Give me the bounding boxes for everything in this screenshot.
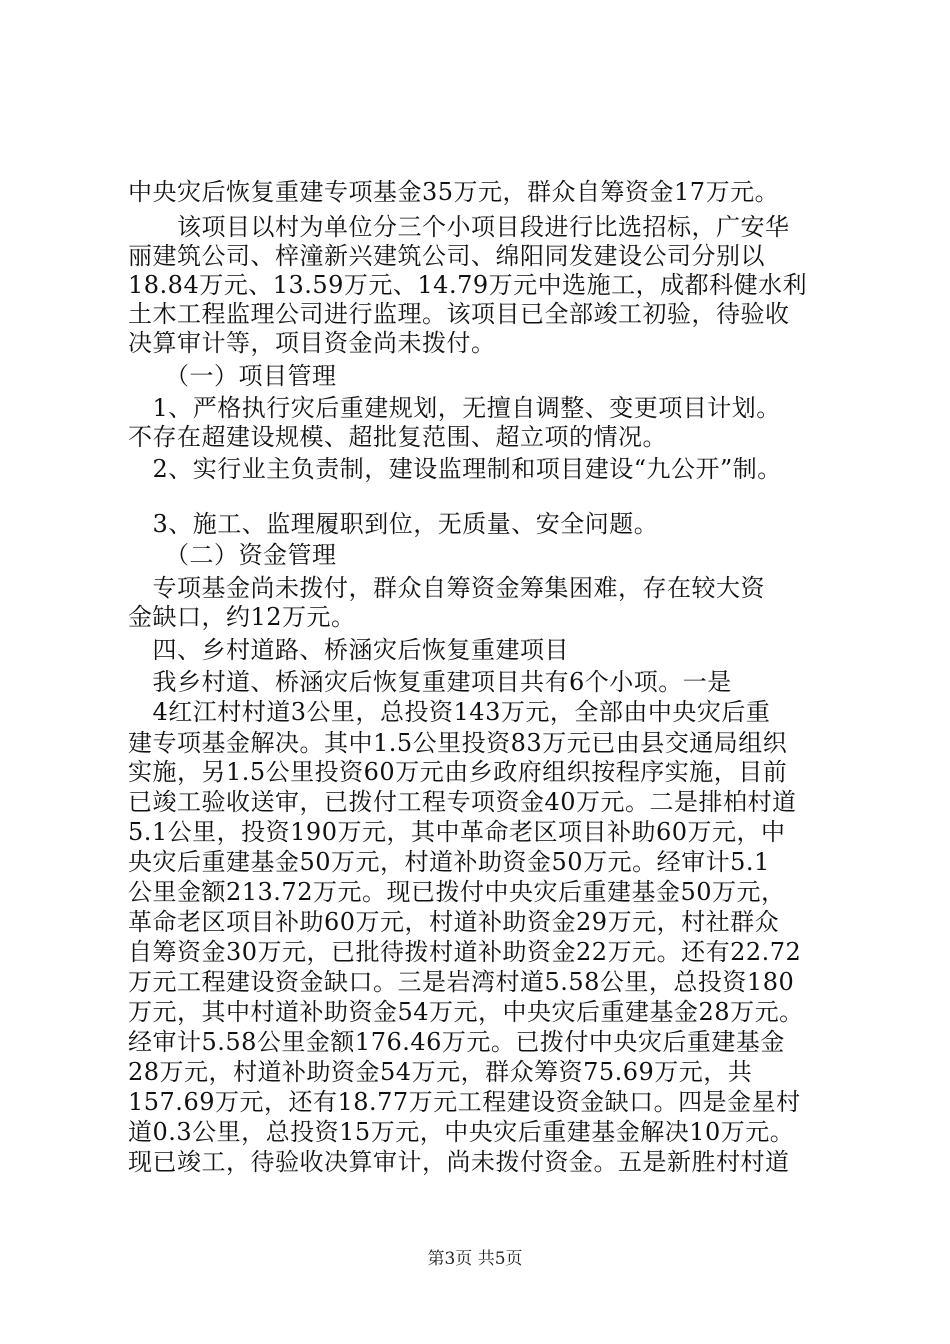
paragraph-line: 18.84万元、13.59万元、14.79万元中选施工，成都科健水利	[128, 271, 808, 299]
paragraph-line: 已竣工验收送审，已拨付工程专项资金40万元。二是排柏村道	[128, 788, 797, 816]
paragraph-line: 央灾后重建基金50万元，村道补助资金50万元。经审计5.1	[128, 848, 770, 876]
paragraph-line: 5.1公里，投资190万元，其中革命老区项目补助60万元，中	[128, 818, 786, 846]
section-heading: （二）资金管理	[128, 541, 337, 569]
paragraph-line: 经审计5.58公里金额176.46万元。已拨付中央灾后重建基金	[128, 1028, 785, 1056]
paragraph-line: 中央灾后恢复重建专项基金35万元，群众自筹资金17万元。	[128, 178, 780, 206]
section-heading: （一）项目管理	[128, 362, 337, 390]
paragraph-line: 决算审计等，项目资金尚未拨付。	[128, 329, 496, 357]
paragraph-line: 2、实行业主负责制，建设监理制和项目建设“九公开”制。	[128, 455, 782, 483]
paragraph-line: 万元工程建设资金缺口。三是岩湾村道5.58公里，总投资180	[128, 968, 795, 996]
paragraph-line: 丽建筑公司、梓潼新兴建筑公司、绵阳同发建设公司分别以	[128, 242, 765, 270]
page-footer: 第3页 共5页	[427, 1249, 523, 1269]
paragraph-line: 建专项基金解决。其中1.5公里投资83万元已由县交通局组织	[128, 729, 788, 757]
paragraph-line: 自筹资金30万元，已批待拨村道补助资金22万元。还有22.72	[128, 938, 802, 966]
paragraph-line: 1、严格执行灾后重建规划，无擅自调整、变更项目计划。	[128, 394, 781, 422]
paragraph-line: 该项目以村为单位分三个小项目段进行比选招标，广安华	[128, 213, 790, 241]
paragraph-line: 革命老区项目补助60万元，村道补助资金29万元，村社群众	[128, 908, 780, 936]
paragraph-line: 专项基金尚未拨付，群众自筹资金筹集困难，存在较大资	[128, 574, 765, 602]
paragraph-line: 道0.3公里，总投资15万元，中央灾后重建基金解决10万元。	[128, 1118, 795, 1146]
paragraph-line: 我乡村道、桥涵灾后恢复重建项目共有6个小项。一是	[128, 668, 732, 696]
paragraph-line: 公里金额213.72万元。现已拨付中央灾后重建基金50万元，	[128, 878, 786, 906]
paragraph-line: 土木工程监理公司进行监理。该项目已全部竣工初验，待验收	[128, 300, 790, 328]
section-heading: 四、乡村道路、桥涵灾后恢复重建项目	[128, 636, 569, 664]
paragraph-line: 金缺口，约12万元。	[128, 603, 356, 631]
paragraph-line: 现已竣工，待验收决算审计，尚未拨付资金。五是新胜村村道	[128, 1148, 790, 1176]
paragraph-line: 4红江村村道3公里，总投资143万元，全部由中央灾后重	[128, 698, 771, 726]
paragraph-line: 实施，另1.5公里投资60万元由乡政府组织按程序实施，目前	[128, 758, 788, 786]
paragraph-line: 万元，其中村道补助资金54万元，中央灾后重建基金28万元。	[128, 998, 804, 1026]
paragraph-line: 3、施工、监理履职到位，无质量、安全问题。	[128, 510, 659, 538]
paragraph-line: 不存在超建设规模、超批复范围、超立项的情况。	[128, 423, 667, 451]
paragraph-line: 157.69万元，还有18.77万元工程建设资金缺口。四是金星村	[128, 1088, 801, 1116]
paragraph-line: 28万元，村道补助资金54万元，群众筹资75.69万元，共	[128, 1058, 753, 1086]
